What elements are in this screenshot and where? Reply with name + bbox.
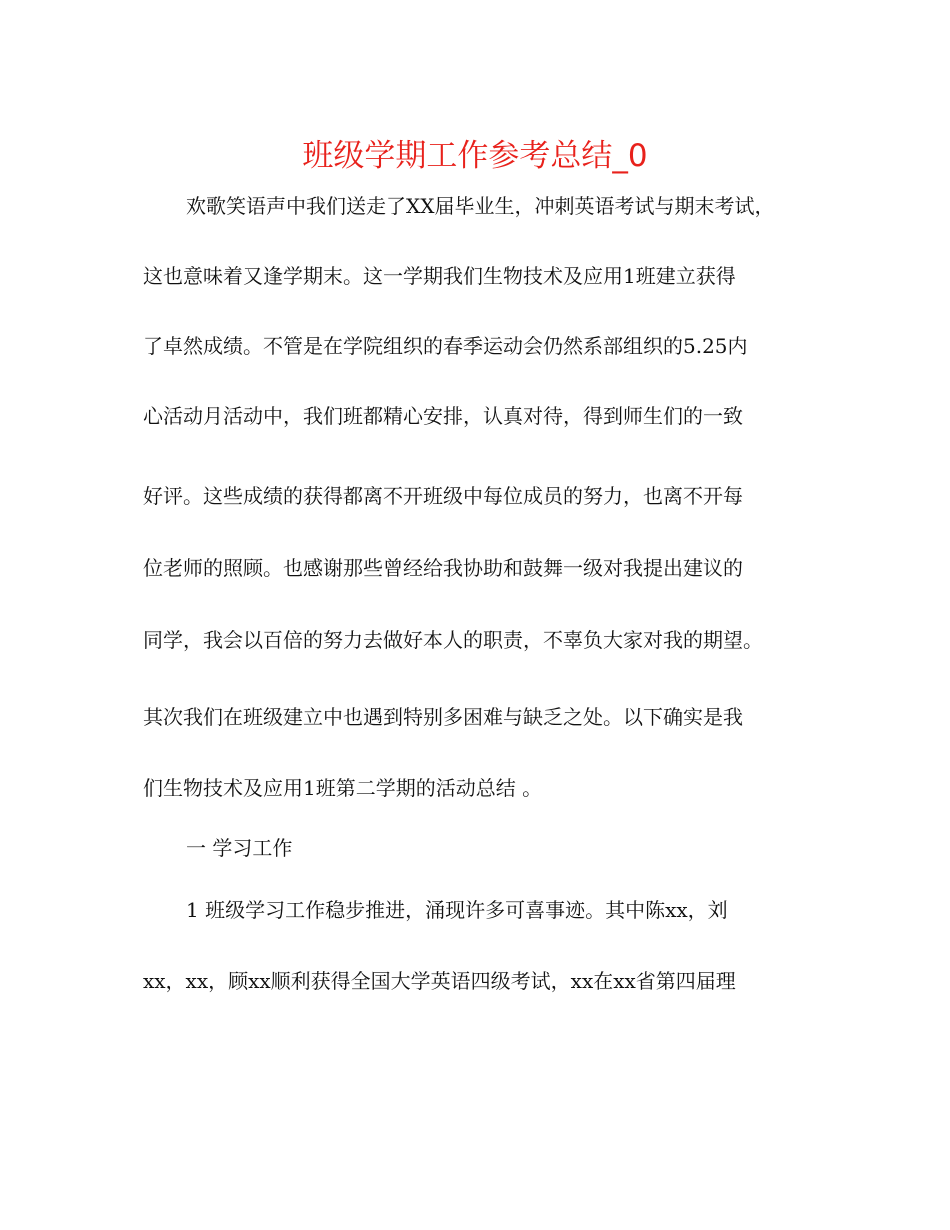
paragraph-line: 1 班级学习工作稳步推进，涌现许多可喜事迹。其中陈xx，刘 <box>186 898 728 922</box>
section-heading: 一 学习工作 <box>186 836 293 860</box>
paragraph-line: 心活动月活动中，我们班都精心安排，认真对待，得到师生们的一致 <box>143 404 743 428</box>
paragraph-line: 这也意味着又逢学期末。这一学期我们生物技术及应用1班建立获得 <box>143 264 736 288</box>
paragraph-line: 欢歌笑语声中我们送走了XX届毕业生，冲刺英语考试与期末考试， <box>186 194 775 218</box>
document-title: 班级学期工作参考总结_0 <box>302 138 648 174</box>
paragraph-line: 其次我们在班级建立中也遇到特别多困难与缺乏之处。以下确实是我 <box>143 705 743 729</box>
paragraph-line: xx，xx，顾xx顺利获得全国大学英语四级考试，xx在xx省第四届理 <box>143 969 736 993</box>
paragraph-line: 同学，我会以百倍的努力去做好本人的职责，不辜负大家对我的期望。 <box>143 628 763 652</box>
paragraph-line: 了卓然成绩。不管是在学院组织的春季运动会仍然系部组织的5.25内 <box>143 334 748 358</box>
paragraph-line: 们生物技术及应用1班第二学期的活动总结 。 <box>143 776 543 800</box>
paragraph-line: 好评。这些成绩的获得都离不开班级中每位成员的努力，也离不开每 <box>143 484 743 508</box>
paragraph-line: 位老师的照顾。也感谢那些曾经给我协助和鼓舞一级对我提出建议的 <box>143 556 743 580</box>
